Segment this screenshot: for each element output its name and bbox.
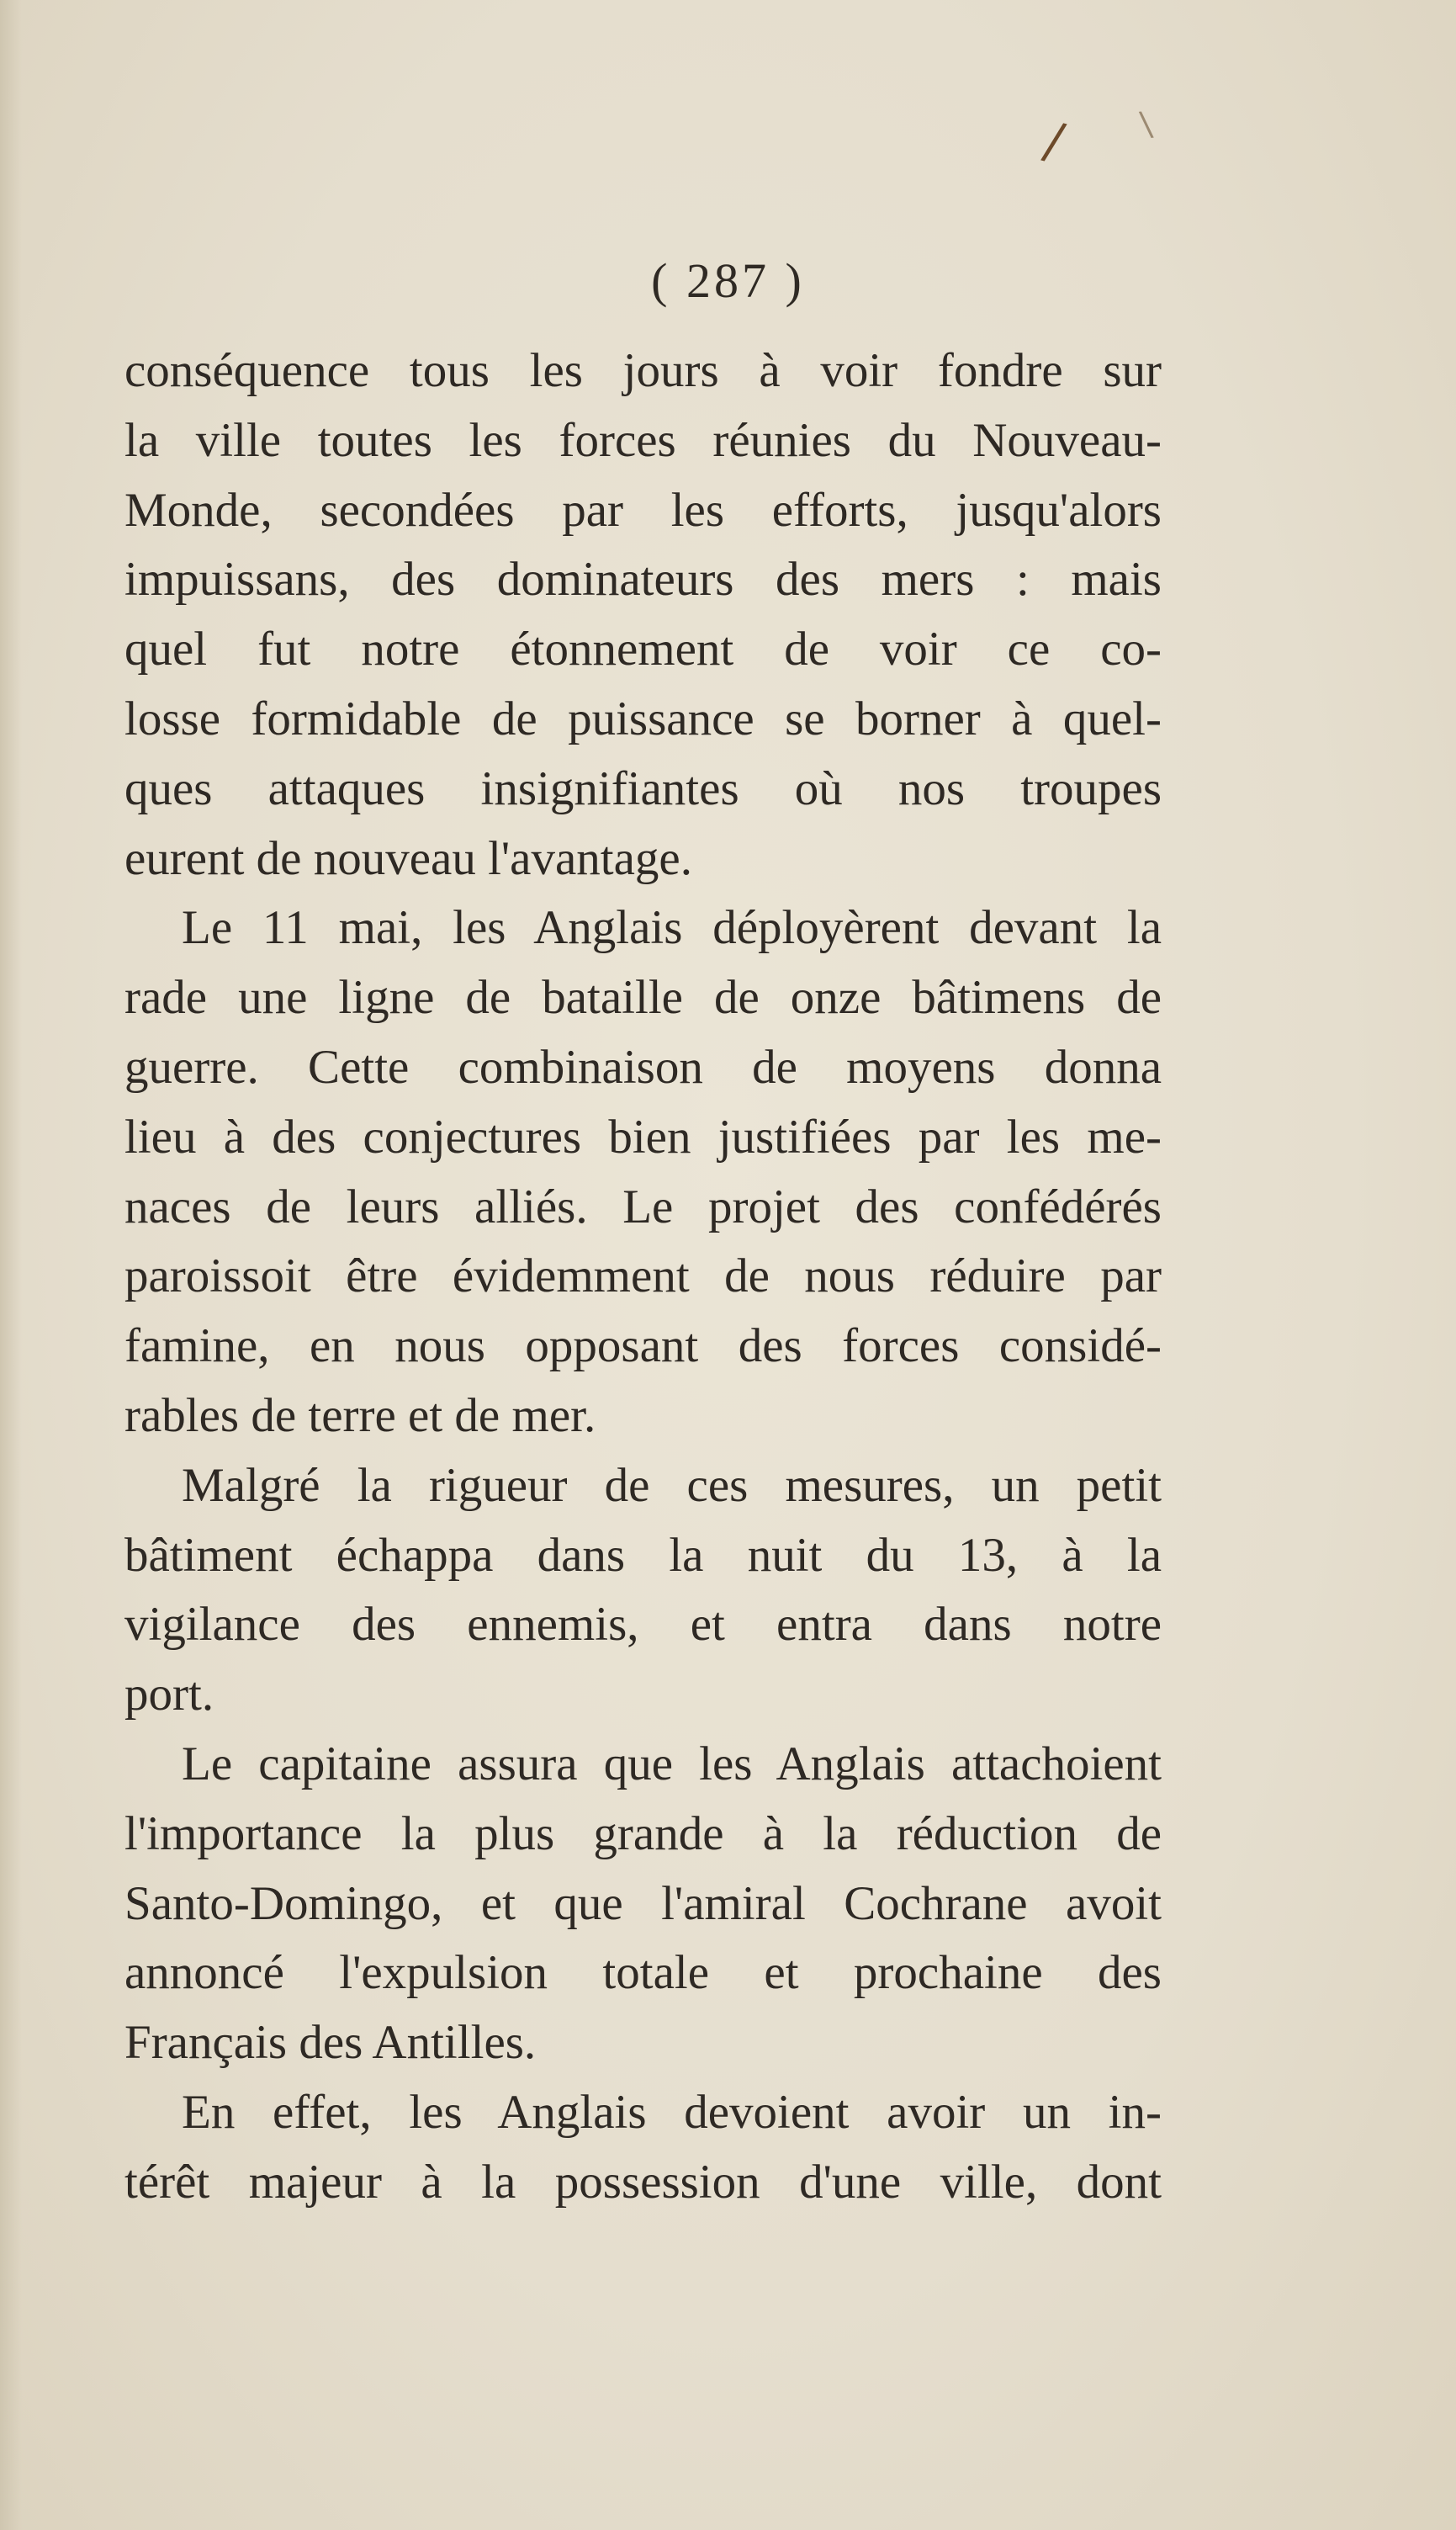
text-line: térêt majeur à la possession d'une ville, dont xyxy=(124,2155,1162,2209)
text-line: l'importance la plus grande à la réduction de xyxy=(124,1806,1162,1860)
text-line: conséquence tous les jours à voir fondre sur xyxy=(124,344,1162,397)
text-line: losse formidable de puissance se borner à quel- xyxy=(124,692,1162,745)
text-line: En effet, les Anglais devoient avoir un in- xyxy=(182,2085,1162,2139)
text-line: impuissans, des dominateurs des mers : mais xyxy=(124,553,1162,607)
text-line: naces de leurs alliés. Le projet des confédérés xyxy=(124,1180,1162,1233)
text-line: guerre. Cette combinaison de moyens donna xyxy=(124,1040,1162,1094)
text-line: Monde, secondées par les efforts, jusqu'alors xyxy=(124,483,1162,537)
text-line: Le 11 mai, les Anglais déployèrent devant la xyxy=(182,901,1162,955)
text-line: rables de terre et de mer. xyxy=(124,1388,596,1442)
text-line: famine, en nous opposant des forces considé- xyxy=(124,1319,1162,1373)
text-line: paroissoit être évidemment de nous réduire par xyxy=(124,1249,1162,1303)
pencil-mark: / xyxy=(1038,110,1070,172)
text-line: eurent de nouveau l'avantage. xyxy=(124,831,692,885)
text-line: la ville toutes les forces réunies du Nouveau- xyxy=(124,413,1162,467)
text-line: annoncé l'expulsion totale et prochaine des xyxy=(124,1946,1162,2000)
body-text xyxy=(124,337,1162,2218)
text-line: vigilance des ennemis, et entra dans notre xyxy=(124,1598,1162,1652)
text-line: rade une ligne de bataille de onze bâtimens de xyxy=(124,971,1162,1025)
text-line: ques attaques insignifiantes où nos troupes xyxy=(124,761,1162,815)
text-line: lieu à des conjectures bien justifiées par les me- xyxy=(124,1110,1162,1164)
text-line: bâtiment échappa dans la nuit du 13, à la xyxy=(124,1528,1162,1582)
text-line: Le capitaine assura que les Anglais attachoient xyxy=(182,1737,1162,1790)
text-line: quel fut notre étonnement de voir ce co- xyxy=(124,623,1162,676)
text-line: Santo-Domingo, et que l'amiral Cochrane avoit xyxy=(124,1876,1162,1930)
page-gutter-shadow xyxy=(0,0,22,2530)
page-number: ( 287 ) xyxy=(651,253,805,308)
text-line: port. xyxy=(124,1668,214,1721)
pencil-mark: \ xyxy=(1137,104,1155,145)
text-line: Français des Antilles. xyxy=(124,2016,537,2070)
text-line: Malgré la rigueur de ces mesures, un petit xyxy=(182,1458,1162,1512)
